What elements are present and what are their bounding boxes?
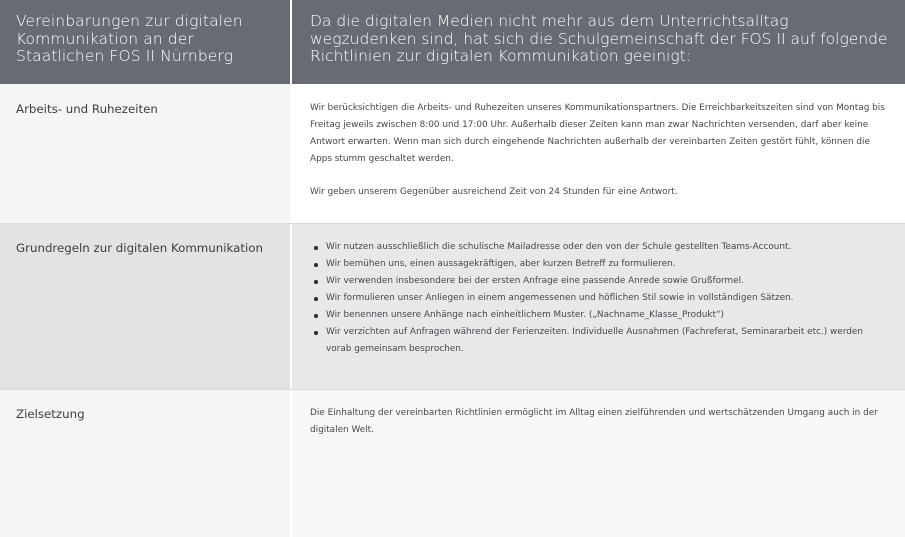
- row-label-text: Zielsetzung: [16, 407, 85, 421]
- header-title: [0, 0, 290, 84]
- row-content-basic-rules: [290, 223, 905, 389]
- bullet-icon: [314, 314, 318, 318]
- header-intro: [290, 0, 905, 84]
- row-divider: [0, 389, 905, 390]
- bullet-icon: [314, 246, 318, 250]
- row-label-basic-rules: [0, 223, 290, 389]
- list-item: Wir verzichten auf Anfragen während der Ferienzeiten. Individuelle Ausnahmen (Fachreferat, Seminararbeit etc.) werden vorab gemeinsam besprochen.: [310, 324, 887, 358]
- row-content-objective: [290, 389, 905, 537]
- list-item: Wir verwenden insbesondere bei der ersten Anfrage eine passende Anrede sowie Grußformel.: [310, 273, 887, 290]
- rules-list: [310, 239, 887, 358]
- list-item: Wir nutzen ausschließlich die schulische Mailadresse oder den von der Schule gestellten Teams-Account.: [310, 239, 887, 256]
- bullet-icon: [314, 331, 318, 335]
- row-divider: [0, 223, 905, 224]
- row-label-objective: [0, 389, 290, 537]
- objective-paragraph: Die Einhaltung der vereinbarten Richtlinien ermöglicht im Alltag einen zielführenden und wertschätzenden Umgang auch in der digitalen Welt.: [310, 408, 878, 435]
- response-time-paragraph: Wir geben unserem Gegenüber ausreichend Zeit von 24 Stunden für eine Antwort.: [310, 187, 678, 197]
- list-item: Wir benennen unsere Anhänge nach einheitlichem Muster. („Nachname_Klasse_Produkt“): [310, 307, 887, 324]
- row-label-text: Grundregeln zur digitalen Kommunikation: [16, 241, 263, 255]
- header-title-text: Vereinbarungen zur digitalen Kommunikation an der Staatlichen FOS II Nürnberg: [16, 12, 243, 65]
- work-rest-paragraph: Wir berücksichtigen die Arbeits- und Ruhezeiten unseres Kommunikationspartners. Die Erreichbarkeitszeiten sind von Montag bis Freitag jeweils zwischen 8:00 und 17:00 Uhr. Außerhalb dieser Zeiten kann man zwar Nachrichten versenden, darf aber keine Antwort erwarten. Wenn man sich durch eingehende Nachrichten außerhalb der vereinbarten Zeiten gestört fühlt, können die Apps stumm geschaltet werden.: [310, 103, 885, 164]
- list-item: Wir formulieren unser Anliegen in einem angemessenen und höflichen Stil sowie in vollständigen Sätzen.: [310, 290, 887, 307]
- row-label-work-rest: [0, 84, 290, 223]
- row-content-work-rest: [290, 84, 905, 223]
- header-intro-text: Da die digitalen Medien nicht mehr aus dem Unterrichtsalltag wegzudenken sind, hat sich die Schulgemeinschaft der FOS II auf folgende Richtlinien zur digitalen Kommunikation geeinigt:: [310, 12, 888, 65]
- bullet-icon: [314, 297, 318, 301]
- list-item: Wir bemühen uns, einen aussagekräftigen, aber kurzen Betreff zu formulieren.: [310, 256, 887, 273]
- row-label-text: Arbeits- und Ruhezeiten: [16, 102, 158, 116]
- bullet-icon: [314, 263, 318, 267]
- bullet-icon: [314, 280, 318, 284]
